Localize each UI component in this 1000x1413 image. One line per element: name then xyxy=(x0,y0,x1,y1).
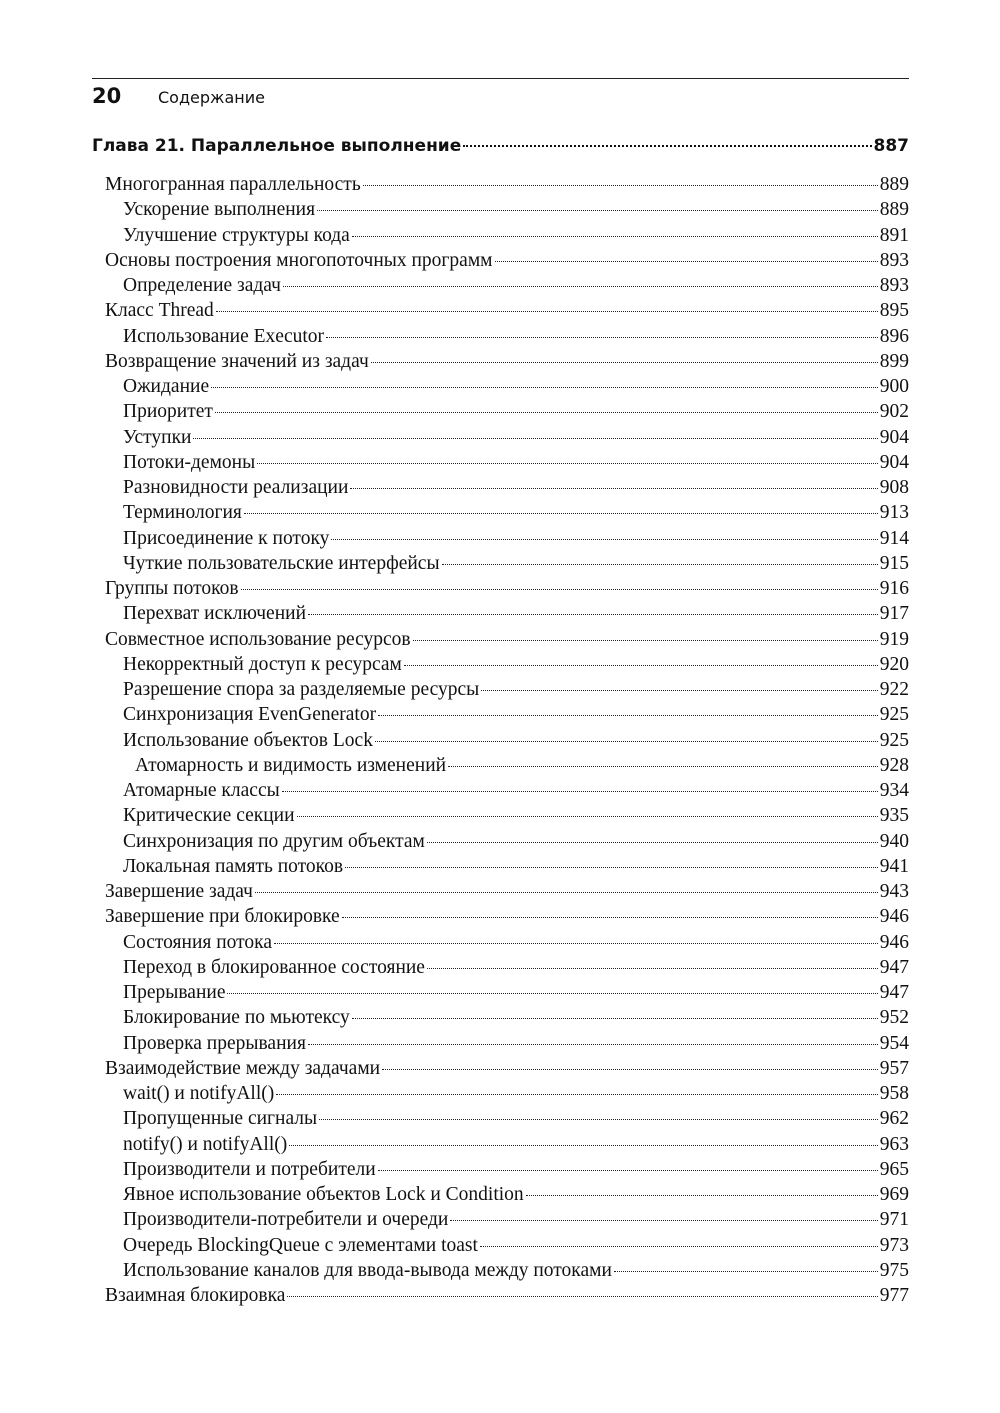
toc-entry[interactable] xyxy=(92,1207,909,1232)
toc-entry-page: 965 xyxy=(879,1158,909,1180)
toc-entry-title: Приоритет xyxy=(123,401,213,423)
toc-entry-page: 919 xyxy=(879,628,909,650)
toc-entry-page: 895 xyxy=(879,300,909,322)
dot-leader xyxy=(427,968,878,969)
dot-leader xyxy=(215,412,878,413)
toc-entry[interactable] xyxy=(92,854,909,879)
toc-entry[interactable] xyxy=(92,652,909,677)
dot-leader xyxy=(463,145,871,147)
toc-entry-title: Перехват исключений xyxy=(123,603,307,625)
toc-entry-page: 902 xyxy=(879,401,909,423)
dot-leader xyxy=(442,564,878,565)
header-rule xyxy=(92,78,909,79)
toc-entry[interactable] xyxy=(92,450,909,475)
toc-entry[interactable] xyxy=(92,980,909,1005)
toc-entry[interactable] xyxy=(92,1233,909,1258)
toc-list xyxy=(92,172,909,1308)
toc-entry-page: 917 xyxy=(879,603,909,625)
toc-entry-title: Синхронизация по другим объектам xyxy=(123,830,425,852)
dot-leader xyxy=(495,261,878,262)
dot-leader xyxy=(350,488,877,489)
toc-entry-title: notify() и notifyAll() xyxy=(123,1133,288,1155)
toc-entry-title: Разновидности реализации xyxy=(123,477,349,498)
toc-entry-title: Улучшение структуры кода xyxy=(123,224,350,246)
toc-entry[interactable] xyxy=(92,904,909,929)
toc-entry-title: Явное использование объектов Lock и Condition xyxy=(123,1184,524,1205)
toc-entry-title: Возвращение значений из задач xyxy=(105,350,369,372)
dot-leader xyxy=(216,311,878,312)
toc-entry-title: Локальная память потоков xyxy=(123,855,344,877)
toc-entry-title: Терминология xyxy=(123,502,242,524)
dot-leader xyxy=(308,614,878,615)
toc-entry[interactable] xyxy=(92,197,909,222)
toc-entry-page: 975 xyxy=(879,1259,909,1281)
toc-entry[interactable] xyxy=(92,728,909,753)
dot-leader xyxy=(331,539,877,540)
toc-entry-title: Совместное использование ресурсов xyxy=(105,628,411,650)
toc-entry-page: 915 xyxy=(879,552,909,574)
toc-entry-page: 941 xyxy=(879,855,909,877)
toc-entry-title: Атомарные классы xyxy=(123,780,280,801)
dot-leader xyxy=(404,665,878,666)
toc-entry-page: 900 xyxy=(879,376,909,397)
dot-leader xyxy=(297,816,878,817)
toc-entry[interactable] xyxy=(92,576,909,601)
toc-entry-page: 920 xyxy=(879,653,909,675)
toc-entry[interactable] xyxy=(92,627,909,652)
toc-entry-page: 893 xyxy=(879,275,909,296)
toc-entry-title: Основы построения многопоточных программ xyxy=(105,249,493,271)
toc-entry[interactable] xyxy=(92,1258,909,1283)
toc-entry-page: 916 xyxy=(879,578,909,599)
dot-leader xyxy=(480,1246,878,1247)
toc-entry-page: 893 xyxy=(879,249,909,271)
dot-leader xyxy=(375,741,878,742)
toc-entry-title: Очередь BlockingQueue с элементами toast xyxy=(123,1234,478,1256)
toc-entry[interactable] xyxy=(92,475,909,500)
toc-entry-page: 977 xyxy=(879,1285,909,1306)
toc-entry-page: 947 xyxy=(879,956,909,978)
dot-leader xyxy=(378,715,878,716)
toc-entry-page: 946 xyxy=(879,906,909,928)
toc-entry-title: Класс Thread xyxy=(105,300,214,322)
toc-entry-page: 934 xyxy=(879,780,909,801)
toc-entry-page: 947 xyxy=(879,982,909,1003)
toc-entry-title: Состояния потока xyxy=(123,931,273,953)
toc-entry[interactable] xyxy=(92,172,909,197)
toc-entry-title: Атомарность и видимость изменений xyxy=(135,754,447,776)
dot-leader xyxy=(289,1145,878,1146)
dot-leader xyxy=(448,766,878,767)
toc-entry-title: Группы потоков xyxy=(105,578,239,599)
dot-leader xyxy=(427,842,878,843)
toc-entry[interactable] xyxy=(92,551,909,576)
toc-entry-page: 922 xyxy=(879,679,909,700)
dot-leader xyxy=(282,791,878,792)
dot-leader xyxy=(255,892,878,893)
toc-entry-page: 963 xyxy=(879,1133,909,1155)
toc-entry-title: Завершение задач xyxy=(105,881,253,902)
toc-entry[interactable] xyxy=(92,803,909,828)
toc-entry-page: 891 xyxy=(879,224,909,246)
toc-entry-title: Ускорение выполнения xyxy=(123,199,316,221)
dot-leader xyxy=(241,589,878,590)
toc-entry[interactable] xyxy=(92,601,909,626)
toc-entry-page: 904 xyxy=(879,426,909,448)
toc-entry[interactable] xyxy=(92,778,909,803)
dot-leader xyxy=(363,185,878,186)
toc-entry[interactable] xyxy=(92,702,909,727)
toc-entry[interactable] xyxy=(92,1157,909,1182)
dot-leader xyxy=(382,1069,878,1070)
toc-entry-title: Критические секции xyxy=(123,805,295,827)
toc-entry[interactable] xyxy=(92,223,909,248)
toc-entry-page: 935 xyxy=(879,805,909,827)
dot-leader xyxy=(378,1170,878,1171)
dot-leader xyxy=(317,210,878,211)
toc-entry-title: Ожидание xyxy=(123,376,210,397)
toc-entry-title: Многогранная параллельность xyxy=(105,174,361,195)
dot-leader xyxy=(227,993,877,994)
toc-entry-page: 899 xyxy=(879,350,909,372)
toc-entry-page: 957 xyxy=(879,1057,909,1079)
toc-entry-page: 925 xyxy=(879,729,909,751)
dot-leader xyxy=(413,640,878,641)
toc-entry-page: 928 xyxy=(879,754,909,776)
toc-entry-title: Взаимная блокировка xyxy=(105,1285,286,1306)
dot-leader xyxy=(450,1220,877,1221)
toc-entry-page: 896 xyxy=(879,325,909,347)
toc-entry-page: 908 xyxy=(879,477,909,498)
dot-leader xyxy=(257,463,878,464)
dot-leader xyxy=(193,438,877,439)
toc-entry-page: 943 xyxy=(879,881,909,902)
toc-entry-title: Определение задач xyxy=(123,275,281,296)
toc-entry[interactable] xyxy=(92,1182,909,1207)
dot-leader xyxy=(352,236,878,237)
dot-leader xyxy=(287,1296,877,1297)
toc-entry-title: Проверка прерывания xyxy=(123,1032,306,1054)
toc-entry[interactable] xyxy=(92,955,909,980)
toc-entry-title: Прерывание xyxy=(123,982,226,1003)
toc-entry-page: 969 xyxy=(879,1184,909,1205)
toc-entry-title: Разрешение спора за разделяемые ресурсы xyxy=(123,679,480,700)
dot-leader xyxy=(345,867,878,868)
toc-entry-title: Производители и потребители xyxy=(123,1158,376,1180)
chapter-title: Глава 21. Параллельное выполнение xyxy=(92,136,462,156)
toc-entry[interactable] xyxy=(92,1106,909,1131)
toc-entry[interactable] xyxy=(92,324,909,349)
toc-entry[interactable] xyxy=(92,349,909,374)
toc-entry-title: Завершение при блокировке xyxy=(105,906,340,928)
toc-entry[interactable] xyxy=(92,879,909,904)
dot-leader xyxy=(326,337,878,338)
dot-leader xyxy=(211,387,878,388)
toc-entry[interactable] xyxy=(92,374,909,399)
toc-entry-title: Взаимодействие между задачами xyxy=(105,1057,381,1079)
toc-entry-page: 954 xyxy=(879,1032,909,1054)
toc-entry-page: 952 xyxy=(879,1007,909,1029)
dot-leader xyxy=(274,943,878,944)
toc-entry[interactable] xyxy=(92,1005,909,1030)
toc-entry-title: Синхронизация EvenGenerator xyxy=(123,704,377,726)
toc-entry-title: Использование каналов для ввода-вывода между потоками xyxy=(123,1259,612,1281)
toc-entry[interactable] xyxy=(92,1081,909,1106)
dot-leader xyxy=(283,286,878,287)
toc-entry-title: Использование объектов Lock xyxy=(123,729,373,751)
toc-entry-page: 971 xyxy=(879,1209,909,1231)
toc-entry[interactable] xyxy=(92,1056,909,1081)
dot-leader xyxy=(308,1044,878,1045)
toc-entry[interactable] xyxy=(92,829,909,854)
toc-entry-page: 973 xyxy=(879,1234,909,1256)
dot-leader xyxy=(526,1195,878,1196)
toc-entry-title: Использование Executor xyxy=(123,325,325,347)
chapter-heading[interactable] xyxy=(92,136,909,156)
toc-entry[interactable] xyxy=(92,526,909,551)
toc-entry[interactable] xyxy=(92,248,909,273)
toc-entry[interactable] xyxy=(92,677,909,702)
dot-leader xyxy=(342,917,878,918)
toc-entry[interactable] xyxy=(92,753,909,778)
toc-entry-page: 962 xyxy=(879,1108,909,1130)
toc-entry-page: 889 xyxy=(879,199,909,221)
toc-entry-title: Присоединение к потоку xyxy=(123,527,330,549)
toc-entry[interactable] xyxy=(92,500,909,525)
running-title: Содержание xyxy=(158,88,265,107)
page-number: 20 xyxy=(92,84,122,108)
toc-entry-title: Уступки xyxy=(123,426,192,448)
toc-entry-page: 958 xyxy=(879,1083,909,1104)
toc-entry[interactable] xyxy=(92,1031,909,1056)
toc-entry-page: 946 xyxy=(879,931,909,953)
dot-leader xyxy=(352,1018,878,1019)
toc-entry-page: 925 xyxy=(879,704,909,726)
toc-entry-title: Блокирование по мьютексу xyxy=(123,1007,350,1029)
toc-entry-title: Переход в блокированное состояние xyxy=(123,956,425,978)
dot-leader xyxy=(276,1094,878,1095)
toc-entry-page: 914 xyxy=(879,527,909,549)
toc-entry[interactable] xyxy=(92,1132,909,1157)
dot-leader xyxy=(481,690,878,691)
toc-entry-title: Некорректный доступ к ресурсам xyxy=(123,653,402,675)
toc-entry-title: wait() и notifyAll() xyxy=(123,1083,275,1104)
running-header xyxy=(92,84,909,116)
dot-leader xyxy=(244,513,878,514)
toc-entry-page: 940 xyxy=(879,830,909,852)
toc-entry-title: Пропущенные сигналы xyxy=(123,1108,318,1130)
toc-entry-page: 889 xyxy=(879,174,909,195)
dot-leader xyxy=(319,1119,878,1120)
toc-entry-page: 913 xyxy=(879,502,909,524)
chapter-page: 887 xyxy=(873,136,909,156)
toc-entry[interactable] xyxy=(92,399,909,424)
dot-leader xyxy=(614,1271,878,1272)
toc-entry[interactable] xyxy=(92,273,909,298)
toc-entry[interactable] xyxy=(92,298,909,323)
toc-entry[interactable] xyxy=(92,930,909,955)
toc-entry[interactable] xyxy=(92,1283,909,1308)
toc-entry[interactable] xyxy=(92,425,909,450)
toc-entry-title: Потоки-демоны xyxy=(123,451,256,473)
toc-entry-title: Чуткие пользовательские интерфейсы xyxy=(123,552,440,574)
toc-entry-page: 904 xyxy=(879,451,909,473)
dot-leader xyxy=(371,362,878,363)
toc-entry-title: Производители-потребители и очереди xyxy=(123,1209,449,1231)
